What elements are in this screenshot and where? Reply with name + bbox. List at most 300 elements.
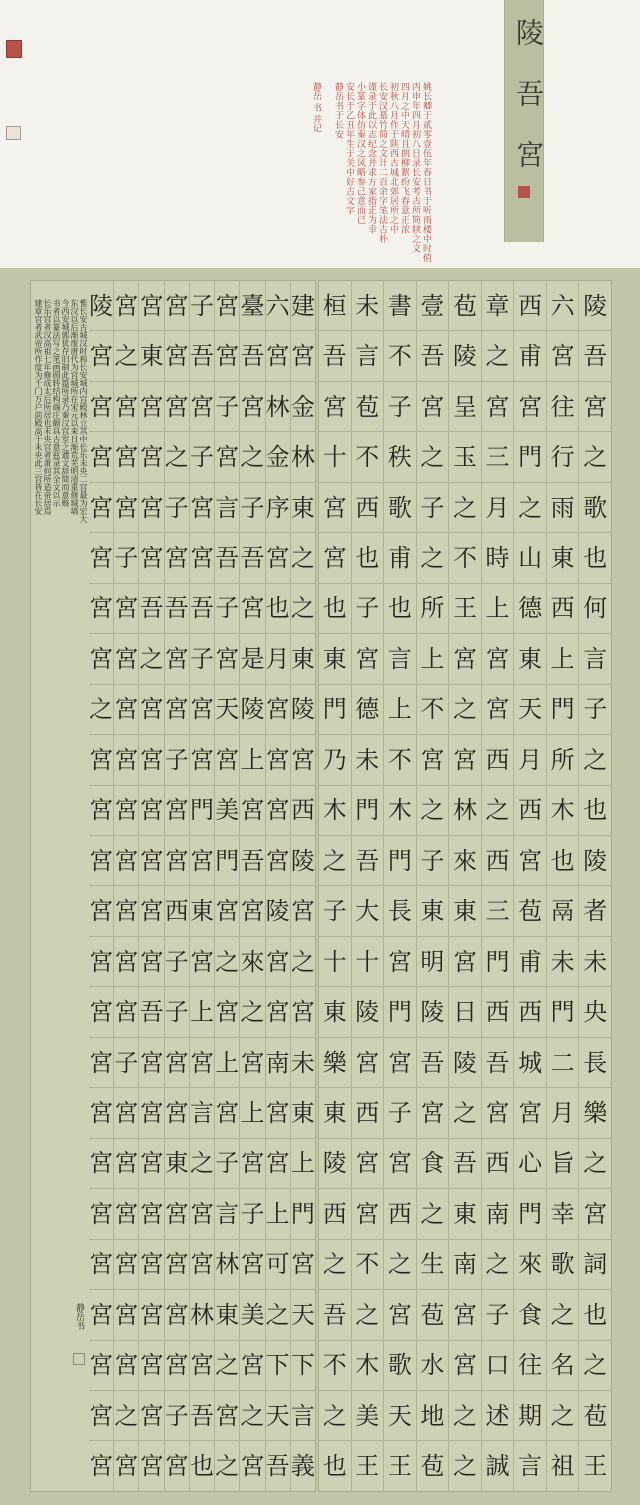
grid-column xyxy=(416,281,449,1491)
seal-character: 之 xyxy=(215,1440,239,1490)
seal-character: 苞 xyxy=(417,1440,449,1490)
side-note-column: 书者以篆法写之笔画圆转结构端庄颇具古意兹录其全文以示 xyxy=(52,299,61,507)
seal-character: 之 xyxy=(417,785,449,835)
grid-column xyxy=(481,281,514,1491)
seal-character: 宮 xyxy=(89,431,113,481)
seal-character: 門 xyxy=(291,1188,315,1238)
seal-character: 言 xyxy=(215,1188,239,1238)
seal-character: 書 xyxy=(387,291,412,320)
seal-character: 吾 xyxy=(139,583,163,633)
seal-character: 者 xyxy=(579,885,611,935)
seal-character: 往 xyxy=(514,1340,546,1390)
seal-character: 宮 xyxy=(114,835,138,885)
seal-character: 林 xyxy=(449,785,481,835)
seal-character: 也 xyxy=(579,532,611,582)
seal-character: 宮 xyxy=(89,785,113,835)
colophon-column: 姚长卿于贰零壹伍年春日书于听雨楼中时值 xyxy=(421,82,431,263)
seal-character: 宮 xyxy=(139,936,163,986)
seal-character: 也 xyxy=(547,835,579,885)
seal-character: 宮 xyxy=(165,1440,189,1490)
seal-character: 宮 xyxy=(266,734,290,784)
seal-character: 宮 xyxy=(514,1087,546,1137)
seal-character: 宮 xyxy=(139,291,164,320)
seal-character: 宮 xyxy=(266,835,290,885)
seal-character: 宮 xyxy=(139,532,163,582)
seal-character: 宮 xyxy=(266,986,290,1036)
seal-character: 歌 xyxy=(547,1239,579,1289)
seal-character: 子 xyxy=(417,835,449,885)
seal-character: 可 xyxy=(266,1239,290,1289)
seal-character: 宮 xyxy=(449,936,481,986)
seal-character: 未 xyxy=(352,734,384,784)
seal-character: 宮 xyxy=(514,835,546,885)
seal-character: 序 xyxy=(266,482,290,532)
seal-character: 山 xyxy=(514,532,546,582)
seal-character: 吾 xyxy=(482,1037,514,1087)
seal-character: 祖 xyxy=(547,1440,579,1490)
seal-character: 子 xyxy=(165,936,189,986)
seal-character: 西 xyxy=(482,835,514,885)
seal-character: 甫 xyxy=(514,936,546,986)
seal-character: 東 xyxy=(417,885,449,935)
seal-character: 子 xyxy=(482,1289,514,1339)
seal-character: 宮 xyxy=(215,291,240,320)
seal-character: 宮 xyxy=(266,1087,290,1137)
seal-character: 之 xyxy=(352,1289,384,1339)
main-scroll xyxy=(0,268,640,1505)
seal-character: 歌 xyxy=(384,1340,416,1390)
seal-character: 吾 xyxy=(449,1138,481,1188)
seal-character: 上 xyxy=(547,633,579,683)
seal-character: 宮 xyxy=(240,583,264,633)
seal-character: 苞 xyxy=(579,1390,611,1440)
seal-character: 宮 xyxy=(165,1037,189,1087)
seal-character: 子 xyxy=(114,532,138,582)
seal-character: 宮 xyxy=(215,1087,239,1137)
grid-column xyxy=(513,281,546,1491)
seal-character: 二 xyxy=(547,1037,579,1087)
seal-character: 言 xyxy=(579,633,611,683)
seal-character: 宮 xyxy=(165,785,189,835)
seal-character: 也 xyxy=(319,583,351,633)
seal-character: 也 xyxy=(319,1440,351,1490)
seal-character: 南 xyxy=(449,1239,481,1289)
colophon-column: 四月之中天晴且朗柳絮纷飞春意正浓 xyxy=(399,82,409,234)
seal-character: 甫 xyxy=(514,330,546,380)
colophon-column: 长安汉墓竹简之文计二百余字笔法古朴 xyxy=(377,82,387,244)
seal-character: 宮 xyxy=(240,1037,264,1087)
seal-character: 東 xyxy=(319,986,351,1036)
seal-character: 食 xyxy=(514,1289,546,1339)
seal-character: 門 xyxy=(319,684,351,734)
seal-character: 宮 xyxy=(240,1239,264,1289)
seal-character: 宮 xyxy=(291,1239,315,1289)
seal-character: 宮 xyxy=(240,1340,264,1390)
seal-character: 宮 xyxy=(114,734,138,784)
seal-character: 也 xyxy=(190,1440,214,1490)
seal-character: 陵 xyxy=(319,1138,351,1188)
seal-character: 宮 xyxy=(139,734,163,784)
grid-column xyxy=(448,281,481,1491)
seal-character: 宮 xyxy=(384,936,416,986)
seal-character: 東 xyxy=(165,1138,189,1188)
seal-character: 吾 xyxy=(215,532,239,582)
seal-character: 宮 xyxy=(190,1340,214,1390)
seal-character: 宮 xyxy=(89,936,113,986)
colophon-text xyxy=(140,82,431,263)
seal-character: 吾 xyxy=(417,1037,449,1087)
colophon-area xyxy=(0,0,640,268)
seal-character: 城 xyxy=(514,1037,546,1087)
seal-character: 往 xyxy=(547,381,579,431)
seal-character: 十 xyxy=(352,936,384,986)
seal-character: 日 xyxy=(449,986,481,1036)
seal-character: 東 xyxy=(547,532,579,582)
seal-character: 宮 xyxy=(352,1138,384,1188)
right-panel xyxy=(318,280,612,1492)
seal-character: 宮 xyxy=(89,633,113,683)
seal-character: 宮 xyxy=(139,785,163,835)
seal-character: 宮 xyxy=(89,1188,113,1238)
seal-character: 子 xyxy=(240,482,264,532)
seal-character: 之 xyxy=(165,431,189,481)
seal-character: 天 xyxy=(266,1390,290,1440)
seal-character: 宮 xyxy=(291,885,315,935)
seal-character: 宮 xyxy=(190,734,214,784)
grid-column xyxy=(164,281,189,1491)
seal-character: 東 xyxy=(291,1087,315,1137)
seal-character: 也 xyxy=(579,785,611,835)
seal-character: 宮 xyxy=(514,381,546,431)
seal-character: 門 xyxy=(482,936,514,986)
seal-character: 宮 xyxy=(89,1037,113,1087)
seal-character: 未 xyxy=(579,936,611,986)
seal-character: 上 xyxy=(291,1138,315,1188)
seal-character: 宮 xyxy=(89,482,113,532)
seal-character: 宮 xyxy=(89,583,113,633)
seal-character: 宮 xyxy=(165,532,189,582)
seal-character: 東 xyxy=(291,482,315,532)
grid-column xyxy=(290,281,315,1491)
seal-character: 陵 xyxy=(291,684,315,734)
seal-character: 王 xyxy=(352,1440,384,1490)
seal-character: 誠 xyxy=(482,1440,514,1490)
grid-column xyxy=(189,281,214,1491)
seal-character: 不 xyxy=(417,684,449,734)
seal-character: 宮 xyxy=(215,885,239,935)
seal-character: 東 xyxy=(449,885,481,935)
seal-character: 長 xyxy=(579,1037,611,1087)
seal-character: 下 xyxy=(266,1340,290,1390)
seal-character: 宮 xyxy=(215,986,239,1036)
seal-character: 美 xyxy=(215,785,239,835)
seal-character: 宮 xyxy=(165,1340,189,1390)
seal-character: 地 xyxy=(417,1390,449,1440)
seal-character: 金 xyxy=(291,381,315,431)
seal-character: 宮 xyxy=(291,734,315,784)
seal-character: 言 xyxy=(514,1440,546,1490)
seal-character: 宮 xyxy=(215,431,239,481)
seal-character: 陵 xyxy=(449,1037,481,1087)
seal-character: 宮 xyxy=(449,1289,481,1339)
seal-character: 宮 xyxy=(139,482,163,532)
seal-character: 東 xyxy=(291,633,315,683)
seal-character: 宮 xyxy=(89,986,113,1036)
seal-character: 門 xyxy=(352,785,384,835)
seal-character: 宮 xyxy=(165,633,189,683)
seal-character: 陵 xyxy=(266,885,290,935)
seal-character: 陵 xyxy=(579,835,611,885)
seal-character: 上 xyxy=(384,684,416,734)
seal-character: 宮 xyxy=(384,1138,416,1188)
seal-character: 宮 xyxy=(89,1390,113,1440)
seal-character: 宮 xyxy=(190,835,214,885)
seal-character: 子 xyxy=(417,482,449,532)
seal-character: 陵 xyxy=(583,291,608,320)
seal-character: 宮 xyxy=(190,482,214,532)
seal-character: 建 xyxy=(290,291,315,320)
seal-character: 宮 xyxy=(114,482,138,532)
seal-character: 吾 xyxy=(190,330,214,380)
seal-character: 名 xyxy=(547,1340,579,1390)
seal-character: 天 xyxy=(291,1289,315,1339)
seal-character: 陵 xyxy=(449,330,481,380)
seal-character: 之 xyxy=(482,785,514,835)
seal-character: 之 xyxy=(190,1138,214,1188)
seal-character: 東 xyxy=(215,1289,239,1339)
seal-character: 宮 xyxy=(89,381,113,431)
seal-character: 心 xyxy=(514,1138,546,1188)
seal-character: 宮 xyxy=(89,1440,113,1490)
seal-character: 央 xyxy=(579,986,611,1036)
seal-character: 陵 xyxy=(417,986,449,1036)
seal-character: 樂 xyxy=(579,1087,611,1137)
seal-character: 子 xyxy=(215,1138,239,1188)
seal-character: 宮 xyxy=(319,482,351,532)
seal-character: 西 xyxy=(514,986,546,1036)
seal-character: 吾 xyxy=(319,1289,351,1339)
seal-character: 宮 xyxy=(165,330,189,380)
seal-character: 宮 xyxy=(291,986,315,1036)
seal-character: 林 xyxy=(291,431,315,481)
side-note-column: 长乐宫者汉高祖七年修成太后所居也未央宫者萧何所造帝居焉 xyxy=(43,299,52,515)
seal-character: 行 xyxy=(547,431,579,481)
seal-character: 歌 xyxy=(384,482,416,532)
seal-character: 宮 xyxy=(114,936,138,986)
seal-character: 宮 xyxy=(89,885,113,935)
seal-character: 宮 xyxy=(114,1188,138,1238)
seal-character: 宮 xyxy=(114,1138,138,1188)
seal-character: 天 xyxy=(384,1390,416,1440)
seal-character: 明 xyxy=(417,936,449,986)
seal-character: 吾 xyxy=(139,986,163,1036)
seal-character: 宮 xyxy=(89,1289,113,1339)
seal-character: 所 xyxy=(547,734,579,784)
seal-character: 林 xyxy=(266,381,290,431)
seal-character: 西 xyxy=(384,1188,416,1238)
seal-character: 門 xyxy=(514,431,546,481)
seal-character: 子 xyxy=(240,1188,264,1238)
seal-character: 宮 xyxy=(266,785,290,835)
seal-character: 述 xyxy=(482,1390,514,1440)
seal-character: 木 xyxy=(319,785,351,835)
side-note-column: 建章宫者武帝所作度为千门万户前殿高于未央此三宫皆在长安 xyxy=(34,299,43,515)
seal-character: 宮 xyxy=(215,1390,239,1440)
seal-character: 宮 xyxy=(114,291,139,320)
seal-character: 西 xyxy=(352,1087,384,1137)
seal-character: 吾 xyxy=(240,532,264,582)
seal-character: 何 xyxy=(579,583,611,633)
seal-character: 吾 xyxy=(266,1440,290,1490)
seal-character: 之 xyxy=(514,482,546,532)
seal-character: 子 xyxy=(579,684,611,734)
seal-character: 之 xyxy=(417,532,449,582)
grid-column xyxy=(89,281,113,1491)
seal-character: 也 xyxy=(384,583,416,633)
seal-character: 水 xyxy=(417,1340,449,1390)
seal-character: 也 xyxy=(579,1289,611,1339)
seal-character: 子 xyxy=(114,1037,138,1087)
seal-character: 苞 xyxy=(514,885,546,935)
seal-character: 呈 xyxy=(449,381,481,431)
seal-character: 南 xyxy=(482,1188,514,1238)
seal-character: 之 xyxy=(319,835,351,885)
seal-character: 王 xyxy=(579,1440,611,1490)
colophon-column: 小篆字体仿秦汉之风略参己意而已 xyxy=(355,82,365,225)
seal-character: 宮 xyxy=(417,1087,449,1137)
seal-character: 上 xyxy=(240,734,264,784)
seal-character: 上 xyxy=(190,986,214,1036)
seal-character: 宮 xyxy=(114,986,138,1036)
seal-character: 宮 xyxy=(114,1239,138,1289)
seal-character: 宮 xyxy=(165,1239,189,1289)
seal-character: 不 xyxy=(352,1239,384,1289)
seal-character: 宮 xyxy=(89,1087,113,1137)
seal-character: 金 xyxy=(266,431,290,481)
colophon-column: 初秋八月作于陕西古城北郊居所之中 xyxy=(388,82,398,234)
seal-character: 宮 xyxy=(266,684,290,734)
seal-character: 章 xyxy=(485,291,510,320)
seal-character: 苞 xyxy=(352,381,384,431)
seal-character: 來 xyxy=(240,936,264,986)
seal-character: 宮 xyxy=(190,1037,214,1087)
colophon-column: 谨录于此以志纪念并求方家指正为幸 xyxy=(366,82,376,234)
grid-column xyxy=(578,281,611,1491)
seal-character: 宮 xyxy=(215,330,239,380)
seal-character: 來 xyxy=(514,1239,546,1289)
colophon-column: 安长于乙丑年生于关中好古文字 xyxy=(344,82,354,215)
seal-character: 不 xyxy=(384,330,416,380)
seal-character: 宮 xyxy=(165,835,189,885)
seal-character: 之 xyxy=(291,532,315,582)
seal-character: 鬲 xyxy=(547,885,579,935)
seal-character: 宮 xyxy=(579,381,611,431)
seal-character: 宮 xyxy=(319,381,351,431)
seal-character: 子 xyxy=(190,291,215,320)
title-seal xyxy=(518,186,530,198)
seal-character: 宮 xyxy=(89,532,113,582)
seal-character: 宮 xyxy=(139,1239,163,1289)
seal-character: 宮 xyxy=(482,381,514,431)
seal-character: 之 xyxy=(266,1289,290,1339)
seal-character: 之 xyxy=(449,1087,481,1137)
seal-character: 宮 xyxy=(114,1087,138,1137)
seal-character: 天 xyxy=(215,684,239,734)
seal-character: 陵 xyxy=(89,291,114,320)
grid-column xyxy=(214,281,239,1491)
seal-character: 之 xyxy=(139,633,163,683)
seal-character: 林 xyxy=(190,1289,214,1339)
seal-character: 之 xyxy=(579,1340,611,1390)
seal-character: 門 xyxy=(384,835,416,885)
seal-character: 宮 xyxy=(319,532,351,582)
seal-character: 之 xyxy=(547,1289,579,1339)
seal-character: 天 xyxy=(514,684,546,734)
seal-character: 宮 xyxy=(482,684,514,734)
seal-character: 幸 xyxy=(547,1188,579,1238)
colophon-signature: 静岳 书 并记 xyxy=(311,82,321,133)
calligraphy-title: 陵 吾 宮 xyxy=(512,18,545,180)
seal-character: 口 xyxy=(482,1340,514,1390)
seal-character: 樂 xyxy=(319,1037,351,1087)
seal-character: 未 xyxy=(547,936,579,986)
seal-character: 東 xyxy=(449,1188,481,1238)
seal-character: 東 xyxy=(139,330,163,380)
seal-character: 宮 xyxy=(266,1138,290,1188)
seal-stamp xyxy=(6,40,22,58)
seal-stamp-small xyxy=(73,1353,85,1365)
seal-character: 宮 xyxy=(114,1440,138,1490)
seal-character: 門 xyxy=(547,986,579,1036)
seal-character: 西 xyxy=(518,291,543,320)
seal-character: 宮 xyxy=(114,633,138,683)
seal-character: 之 xyxy=(215,1340,239,1390)
seal-character: 西 xyxy=(547,583,579,633)
seal-character: 東 xyxy=(190,885,214,935)
seal-character: 吾 xyxy=(579,330,611,380)
seal-character: 門 xyxy=(215,835,239,885)
seal-character: 南 xyxy=(266,1037,290,1087)
seal-character: 期 xyxy=(514,1390,546,1440)
seal-character: 苞 xyxy=(452,291,477,320)
seal-character: 六 xyxy=(550,291,575,320)
seal-character: 宮 xyxy=(190,684,214,734)
seal-character: 宮 xyxy=(190,532,214,582)
seal-character: 月 xyxy=(482,482,514,532)
seal-character: 宮 xyxy=(139,1289,163,1339)
seal-character: 之 xyxy=(240,431,264,481)
seal-character: 西 xyxy=(514,785,546,835)
seal-character: 所 xyxy=(417,583,449,633)
seal-character: 之 xyxy=(114,1390,138,1440)
seal-character: 木 xyxy=(547,785,579,835)
seal-character: 之 xyxy=(417,1188,449,1238)
seal-character: 上 xyxy=(482,583,514,633)
seal-character: 玉 xyxy=(449,431,481,481)
seal-character: 宮 xyxy=(579,1188,611,1238)
seal-character: 月 xyxy=(266,633,290,683)
seal-character: 宮 xyxy=(139,431,163,481)
seal-character: 子 xyxy=(215,583,239,633)
seal-character: 之 xyxy=(449,1390,481,1440)
seal-character: 吾 xyxy=(240,835,264,885)
seal-character: 木 xyxy=(352,1340,384,1390)
character-grid-right xyxy=(319,281,611,1491)
seal-character: 三 xyxy=(482,885,514,935)
seal-character: 門 xyxy=(514,1188,546,1238)
seal-character: 東 xyxy=(319,1087,351,1137)
seal-character: 宮 xyxy=(139,1340,163,1390)
